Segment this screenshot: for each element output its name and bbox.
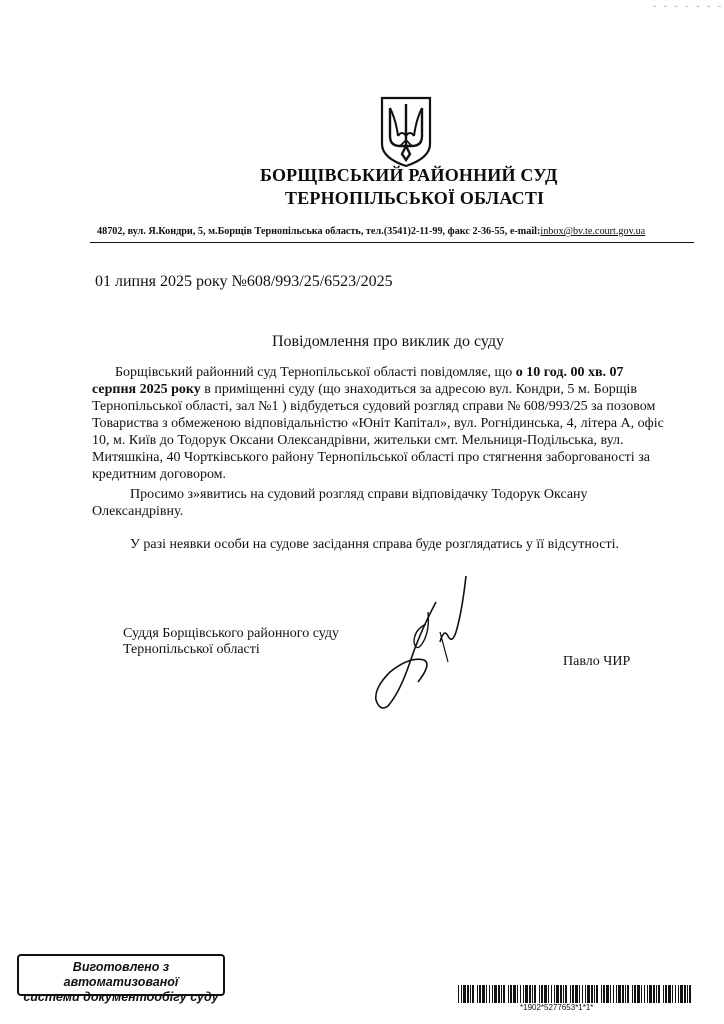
barcode-bar xyxy=(680,985,683,1003)
barcode-bar xyxy=(644,985,645,1003)
para1-line5: 10, м. Київ до Тодорук Оксани Олександрівни, жительки смт. Мельниця-Подільська, вул. xyxy=(92,433,624,448)
barcode-bar xyxy=(501,985,502,1003)
barcode-bar xyxy=(632,985,633,1003)
para2-line1: Просимо з»явитись на судовий розгляд справи відповідачку Тодорук Оксану xyxy=(130,487,588,502)
barcode-bar xyxy=(594,985,595,1003)
handwritten-signature xyxy=(370,572,480,712)
address-text: 48702, вул. Я.Кондри, 5, м.Борщів Тернопільська область, тел.(3541)2-11-99, факс 2-36-55, e-mail: xyxy=(97,226,541,237)
barcode-bar xyxy=(625,985,626,1003)
barcode-bar xyxy=(622,985,624,1003)
barcode-bar xyxy=(601,985,602,1003)
court-name-line1: БОРЩІВСЬКИЙ РАЙОННИЙ СУД xyxy=(260,165,558,185)
barcode-bar xyxy=(603,985,605,1003)
barcode-bar xyxy=(587,985,590,1003)
barcode-bar xyxy=(560,985,562,1003)
barcode-bar xyxy=(649,985,652,1003)
judge-position-line1: Суддя Борщівського районного суду xyxy=(123,626,339,641)
court-name-line2: ТЕРНОПІЛЬСЬКОЇ ОБЛАСТІ xyxy=(285,188,545,208)
barcode-bar xyxy=(479,985,481,1003)
barcode-bar xyxy=(565,985,567,1003)
barcode-bar xyxy=(477,985,478,1003)
barcode-bar xyxy=(634,985,636,1003)
barcode-bar xyxy=(689,985,691,1003)
stamp-line2: системи документообігу суду xyxy=(23,990,219,1004)
barcode-number: *1902*5277653*1*1* xyxy=(520,1003,594,1012)
barcode-bar xyxy=(520,985,521,1003)
barcode-bar xyxy=(637,985,640,1003)
barcode-bar xyxy=(494,985,497,1003)
document-barcode xyxy=(458,985,694,1003)
absence-warning: У разі неявки особи на судове засідання справа буде розглядатись у її відсутності. xyxy=(130,537,619,552)
barcode-bar xyxy=(575,985,578,1003)
judge-name: Павло ЧИР xyxy=(563,654,631,669)
barcode-bar xyxy=(672,985,673,1003)
barcode-bar xyxy=(647,985,648,1003)
barcode-bar xyxy=(503,985,505,1003)
barcode-bar xyxy=(582,985,583,1003)
barcode-bar xyxy=(641,985,642,1003)
barcode-bar xyxy=(627,985,629,1003)
barcode-bar xyxy=(467,985,469,1003)
barcode-bar xyxy=(529,985,531,1003)
barcode-bar xyxy=(534,985,536,1003)
barcode-bar xyxy=(591,985,593,1003)
stamp-line1: Виготовлено з автоматизованої xyxy=(63,960,179,989)
automation-stamp xyxy=(17,954,225,1004)
barcode-bar xyxy=(463,985,466,1003)
barcode-bar xyxy=(532,985,533,1003)
barcode-bar xyxy=(678,985,679,1003)
barcode-bar xyxy=(510,985,512,1003)
barcode-bar xyxy=(541,985,543,1003)
barcode-bar xyxy=(482,985,485,1003)
barcode-bar xyxy=(508,985,509,1003)
para1-line7: кредитним договором. xyxy=(92,467,227,482)
document-date-number: 01 липня 2025 року №608/993/25/6523/2025 xyxy=(95,273,393,290)
barcode-bar xyxy=(548,985,549,1003)
barcode-bar xyxy=(517,985,518,1003)
para1-line1-text: Борщівський районний суд Тернопільської області повідомляє, що xyxy=(115,365,516,380)
para1-line2-text: в приміщенні суду (що знаходиться за адресою вул. Кондри, 5 м. Борщів xyxy=(200,382,637,397)
barcode-bar xyxy=(585,985,586,1003)
barcode-bar xyxy=(687,985,688,1003)
barcode-bar xyxy=(551,985,552,1003)
corner-mark: - - - - - - - xyxy=(652,2,723,12)
barcode-bar xyxy=(684,985,686,1003)
barcode-bar xyxy=(563,985,564,1003)
barcode-bar xyxy=(610,985,611,1003)
para1-line3: Тернопільської області, зал №1 ) відбудеться судовий розгляд справи № 608/993/25 за позовом xyxy=(92,399,656,414)
barcode-bar xyxy=(461,985,462,1003)
barcode-bar xyxy=(675,985,676,1003)
court-email: inbox@bv.te.court.gov.ua xyxy=(540,226,646,237)
para1-line6: Митяшкіна, 40 Чортківського району Тернопільської області про стягнення заборгованості за xyxy=(92,450,650,465)
barcode-bar xyxy=(663,985,664,1003)
barcode-bar xyxy=(513,985,516,1003)
judge-position-line2: Тернопільської області xyxy=(123,642,260,657)
barcode-bar xyxy=(618,985,621,1003)
barcode-bar xyxy=(656,985,657,1003)
barcode-bar xyxy=(658,985,660,1003)
barcode-bar xyxy=(525,985,528,1003)
barcode-bar xyxy=(472,985,474,1003)
barcode-bar xyxy=(556,985,559,1003)
barcode-bar xyxy=(572,985,574,1003)
barcode-bar xyxy=(613,985,614,1003)
para2-line2: Олександрівну. xyxy=(92,504,184,519)
barcode-bar xyxy=(606,985,609,1003)
barcode-bar xyxy=(570,985,571,1003)
barcode-bar xyxy=(458,985,459,1003)
barcode-bar xyxy=(486,985,487,1003)
barcode-bar xyxy=(554,985,555,1003)
hearing-time: о 10 год. 00 хв. 07 xyxy=(515,365,624,380)
barcode-bar xyxy=(470,985,471,1003)
document-title: Повідомлення про виклик до суду xyxy=(272,333,505,350)
barcode-bar xyxy=(653,985,655,1003)
barcode-bar xyxy=(596,985,598,1003)
barcode-bar xyxy=(492,985,493,1003)
barcode-bar xyxy=(498,985,500,1003)
para1-line4: Товариства з обмеженою відповідальністю «Юніт Капітал», вул. Рогнідинська, 4, літера А, офіс xyxy=(92,416,664,431)
barcode-bar xyxy=(665,985,667,1003)
barcode-bar xyxy=(539,985,540,1003)
barcode-bar xyxy=(544,985,547,1003)
barcode-bar xyxy=(616,985,617,1003)
barcode-bar xyxy=(489,985,490,1003)
barcode-bar xyxy=(668,985,671,1003)
hearing-date: серпня 2025 року xyxy=(92,382,201,397)
barcode-bar xyxy=(579,985,580,1003)
barcode-bar xyxy=(523,985,524,1003)
